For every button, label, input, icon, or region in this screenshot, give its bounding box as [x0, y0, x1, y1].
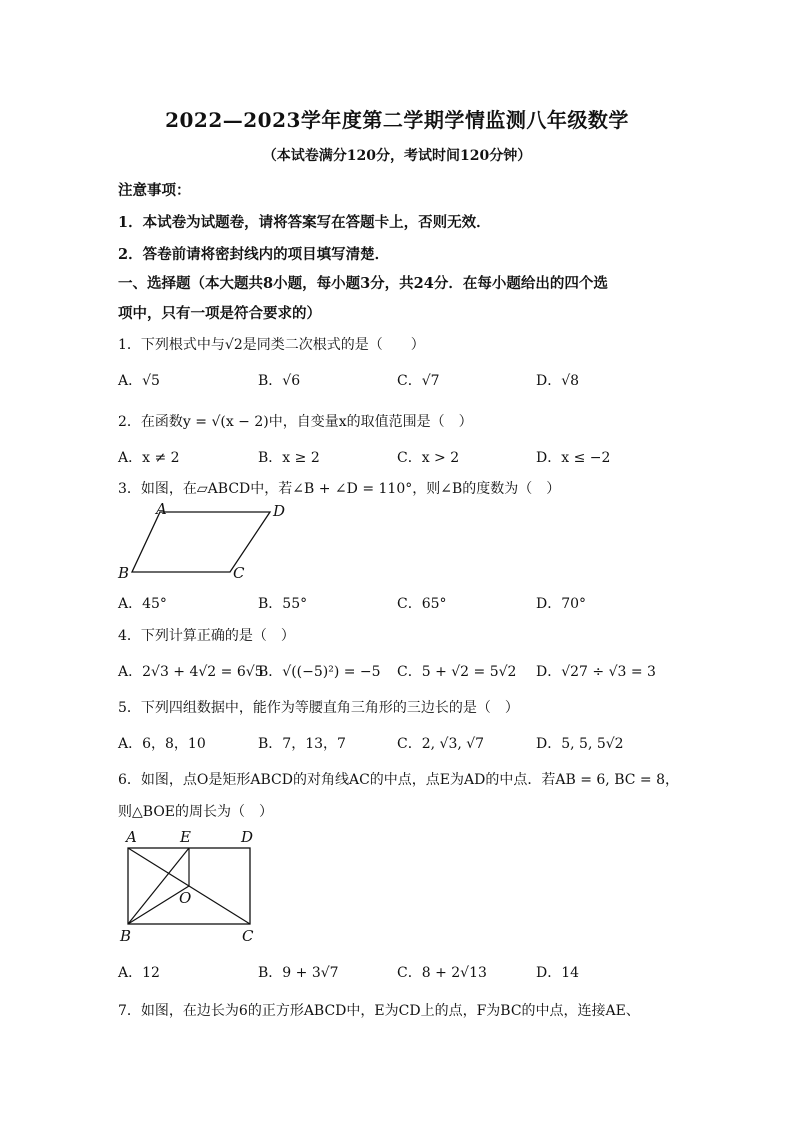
q2-option-d: D．x ≤ −2 [536, 450, 611, 466]
label-d: D [241, 828, 254, 846]
q4-option-d: D．√27 ÷ √3 = 3 [536, 664, 656, 680]
parallelogram-figure [112, 500, 302, 584]
question-4-stem: 4．下列计算正确的是（ ） [118, 628, 295, 644]
q4-option-a: A．2√3 + 4√2 = 6√5 [118, 664, 264, 680]
q5-option-a: A．6，8，10 [118, 736, 206, 752]
q3-option-c: C．65° [397, 596, 447, 612]
q2-option-b: B．x ≥ 2 [258, 450, 320, 466]
label-c: C [242, 927, 254, 945]
q1-option-c: C．√7 [397, 373, 440, 389]
q3-option-a: A．45° [118, 596, 167, 612]
parallelogram-shape [132, 512, 270, 572]
label-a: A [126, 828, 137, 846]
notice-item-1: 1．本试卷为试题卷，请将答案写在答题卡上，否则无效． [118, 214, 491, 231]
q6-option-d: D．14 [536, 965, 580, 981]
q6-option-a: A．12 [118, 965, 160, 981]
label-d: D [273, 502, 286, 520]
q6-option-c: C．8 + 2√13 [397, 965, 487, 981]
question-3-stem: 3．如图，在▱ABCD中，若∠B + ∠D = 110°，则∠B的度数为（ ） [118, 481, 561, 497]
question-5-stem: 5．下列四组数据中，能作为等腰直角三角形的三边长的是（ ） [118, 700, 519, 716]
notice-heading: 注意事项： [118, 182, 191, 199]
q5-option-b: B．7，13，7 [258, 736, 346, 752]
question-6-stem: 6．如图，点O是矩形ABCD的对角线AC的中点，点E为AD的中点．若AB = 6, BC = 8， [118, 772, 679, 788]
label-a: A [156, 500, 167, 518]
question-1-stem: 1．下列根式中与√2是同类二次根式的是（ ） [118, 337, 425, 353]
q6-option-b: B．9 + 3√7 [258, 965, 339, 981]
segment-eb [128, 848, 192, 924]
label-c: C [233, 564, 245, 582]
question-6-stem-line2: 则△BOE的周长为（ ） [118, 804, 274, 820]
q1-option-a: A．√5 [118, 373, 160, 389]
q2-option-c: C．x > 2 [397, 450, 460, 466]
question-2-stem: 2．在函数y = √(x − 2)中，自变量x的取值范围是（ ） [118, 414, 473, 430]
question-7-stem: 7．如图，在边长为6的正方形ABCD中，E为CD上的点，F为BC的中点，连接AE、 [118, 1003, 640, 1019]
q2-option-a: A．x ≠ 2 [118, 450, 180, 466]
q5-option-c: C．2, √3, √7 [397, 736, 485, 752]
q5-option-d: D．5, 5, 5√2 [536, 736, 624, 752]
q1-option-d: D．√8 [536, 373, 580, 389]
q3-option-d: D．70° [536, 596, 587, 612]
q4-option-b: B．√((−5)²) = −5 [258, 664, 381, 680]
label-b: B [120, 927, 132, 945]
rectangle-figure [112, 826, 272, 946]
section-heading-line1: 一、选择题（本大题共8小题，每小题3分，共24分．在每小题给出的四个选 [118, 275, 608, 292]
q3-option-b: B．55° [258, 596, 308, 612]
label-e: E [180, 828, 191, 846]
notice-item-2: 2．答卷前请将密封线内的项目填写清楚． [118, 246, 390, 263]
q4-option-c: C．5 + √2 = 5√2 [397, 664, 517, 680]
section-heading-line2: 项中，只有一项是符合要求的） [118, 305, 321, 322]
label-o: O [179, 889, 192, 907]
page-subtitle: （本试卷满分120分，考试时间120分钟） [262, 148, 532, 164]
q1-option-b: B．√6 [258, 373, 301, 389]
page-title: 2022—2023学年度第二学期学情监测八年级数学 [165, 108, 629, 132]
label-b: B [118, 564, 130, 582]
